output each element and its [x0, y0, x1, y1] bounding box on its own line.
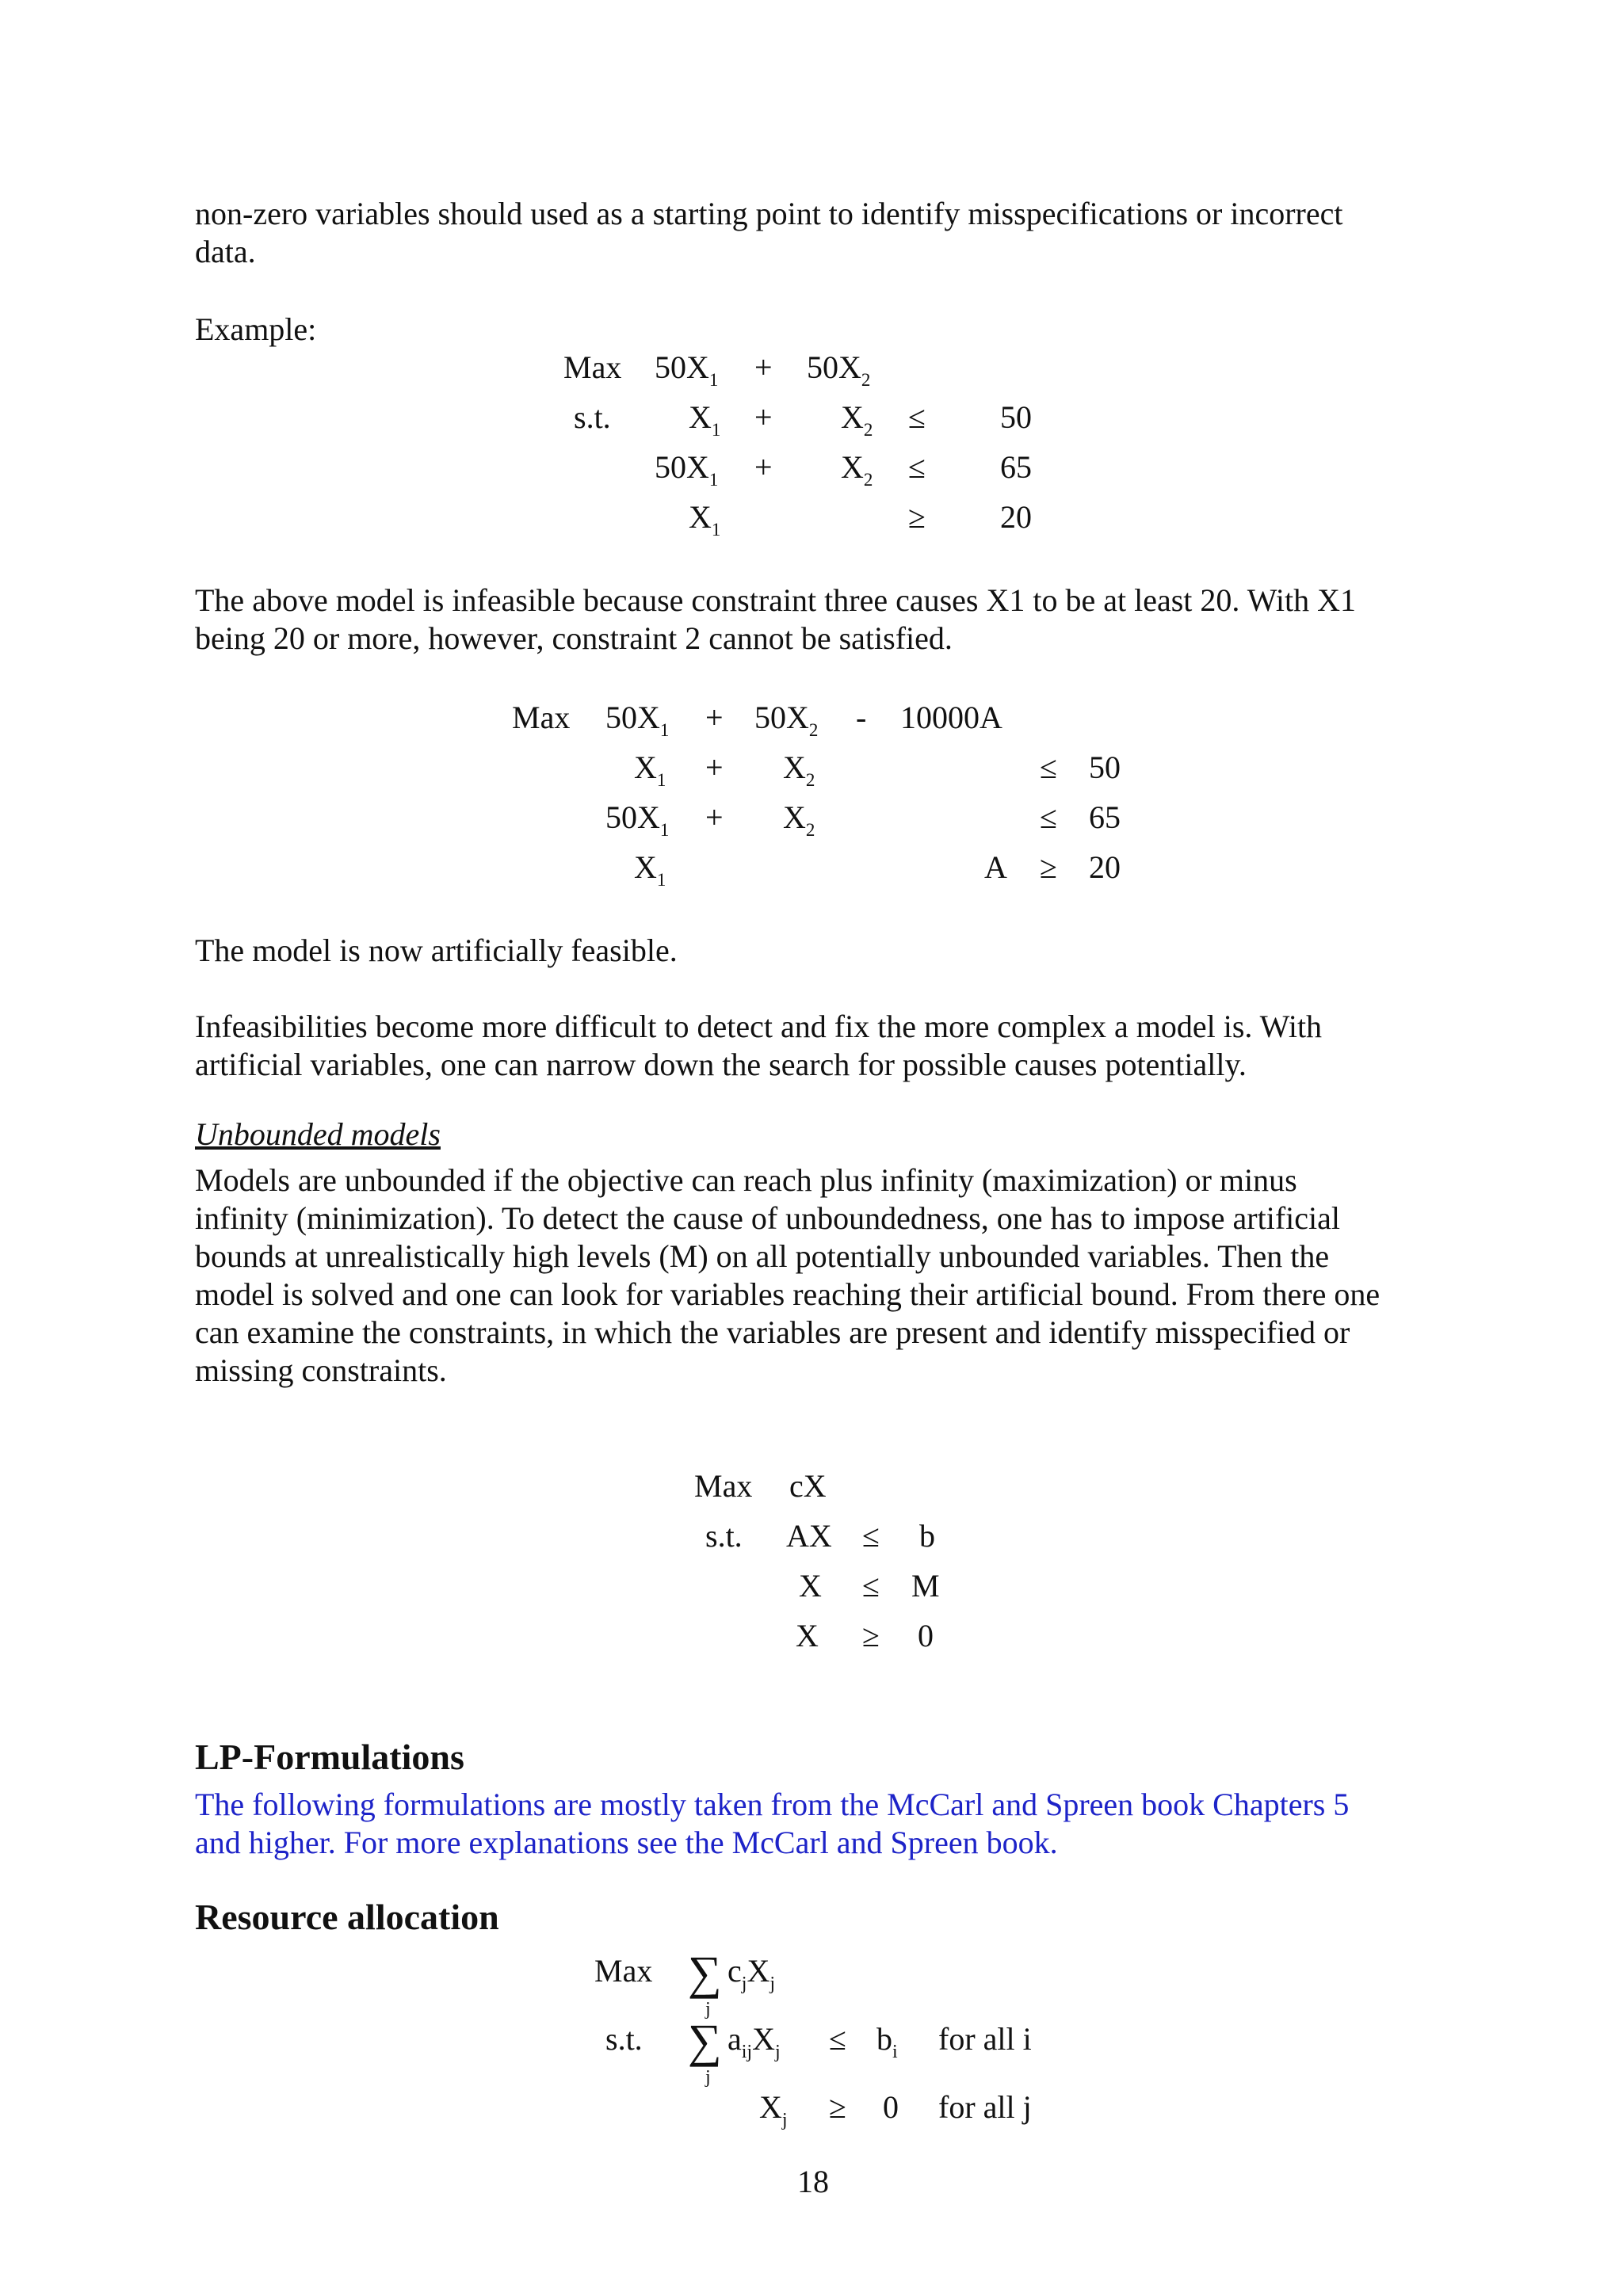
st-label: s.t. [605, 2021, 643, 2057]
relation: ≤ [908, 449, 926, 485]
term: $50X_1$ [655, 449, 719, 490]
text-line: artificial variables, one can narrow down the search for possible causes potentially. [195, 1047, 1247, 1082]
term: $X_2$ [783, 799, 815, 840]
term: $50X_1$ [655, 349, 719, 390]
operator: + [754, 399, 773, 435]
sum-symbol: ∑ [688, 1947, 722, 1999]
rhs: 65 [1000, 449, 1032, 485]
rhs: M [911, 1568, 940, 1604]
term: $X_2$ [841, 399, 873, 440]
operator: + [705, 700, 724, 735]
lp-formulations-heading: LP-Formulations [195, 1737, 464, 1777]
feasible-sentence: The model is now artificially feasible. [195, 933, 678, 968]
text-line: bounds at unrealistically high levels (M) on all potentially unbounded variables. Then the [195, 1238, 1330, 1274]
term: $c_jX_j$ [727, 1953, 775, 1994]
rhs: 20 [1000, 499, 1032, 535]
relation: ≥ [1040, 849, 1057, 885]
relation: ≥ [829, 2089, 846, 2125]
rhs: b [919, 1518, 935, 1554]
relation: ≤ [1040, 749, 1057, 785]
max-label: Max [694, 1468, 753, 1504]
term: cX [789, 1468, 827, 1504]
term: X [796, 1618, 819, 1653]
term: $50X_2$ [754, 700, 819, 740]
quantifier: for all i [938, 2021, 1032, 2057]
operator: + [705, 749, 724, 785]
text-line: being 20 or more, however, constraint 2 cannot be satisfied. [195, 620, 953, 656]
unbounded-paragraph [195, 1161, 1439, 1390]
text-line: can examine the constraints, in which the variables are present and identify misspecified or [195, 1314, 1350, 1350]
relation: ≤ [862, 1518, 880, 1554]
operator: - [856, 700, 867, 735]
text-line: The above model is infeasible because constraint three causes X1 to be at least 20. With X1 [195, 582, 1356, 618]
text-line: Models are unbounded if the objective can reach plus infinity (maximization) or minus [195, 1162, 1297, 1198]
text-line: and higher. For more explanations see the McCarl and Spreen book. [195, 1825, 1058, 1860]
operator: + [754, 349, 773, 385]
term: $a_{ij}X_j$ [727, 2021, 781, 2062]
rhs: 0 [918, 1618, 934, 1653]
rhs: 0 [883, 2089, 899, 2125]
text-line: model is solved and one can look for variables reaching their artificial bound. From there one [195, 1276, 1381, 1312]
text-line: infinity (minimization). To detect the cause of unboundedness, one has to impose artificial [195, 1200, 1340, 1236]
text-line: data. [195, 234, 256, 269]
term: X [799, 1568, 822, 1604]
relation: ≤ [829, 2021, 846, 2057]
term: $X_2$ [841, 449, 873, 490]
quantifier: for all j [938, 2089, 1032, 2125]
max-label: Max [512, 700, 571, 735]
term: $X_1$ [689, 399, 721, 440]
text-line: The following formulations are mostly taken from the McCarl and Spreen book Chapters 5 [195, 1787, 1350, 1822]
term: AX [786, 1518, 832, 1554]
max-label: Max [594, 1953, 653, 1989]
sum-symbol: ∑ [688, 2015, 722, 2067]
term: $X_j$ [759, 2089, 788, 2130]
resource-allocation-heading: Resource allocation [195, 1897, 499, 1937]
max-label: Max [563, 349, 622, 385]
term: $X_2$ [783, 749, 815, 790]
text-line: Infeasibilities become more difficult to detect and fix the more complex a model is. With [195, 1009, 1323, 1044]
relation: ≤ [1040, 799, 1057, 835]
rhs: 50 [1000, 399, 1032, 435]
term: $50X_2$ [807, 349, 871, 390]
operator: + [754, 449, 773, 485]
rhs: 20 [1089, 849, 1121, 885]
sum-index: j [705, 1999, 711, 2019]
relation: ≤ [862, 1568, 880, 1604]
relation: ≥ [908, 499, 926, 535]
term: $X_1$ [634, 849, 666, 890]
intro-paragraph [195, 195, 1439, 271]
term: $50X_1$ [605, 700, 670, 740]
relation: ≥ [862, 1618, 880, 1653]
rhs: 65 [1089, 799, 1121, 835]
term: 10000A [900, 700, 1002, 735]
term: $X_1$ [689, 499, 721, 540]
rhs: $b_i$ [876, 2021, 898, 2062]
infeasibilities-paragraph [195, 1008, 1439, 1084]
text-line: non-zero variables should used as a starting point to identify misspecifications or incorrect [195, 196, 1343, 231]
st-label: s.t. [705, 1518, 743, 1554]
relation: ≤ [908, 399, 926, 435]
term: $50X_1$ [605, 799, 670, 840]
term: $X_1$ [634, 749, 666, 790]
term: A [984, 849, 1007, 885]
rhs: 50 [1089, 749, 1121, 785]
example-label: Example: [195, 311, 317, 347]
st-label: s.t. [574, 399, 611, 435]
lp-note [195, 1786, 1439, 1862]
page-number: 18 [797, 2164, 829, 2199]
operator: + [705, 799, 724, 835]
text-line: missing constraints. [195, 1352, 447, 1388]
sum-index: j [705, 2067, 711, 2088]
infeasible-paragraph [195, 582, 1439, 658]
unbounded-subheading: Unbounded models [195, 1116, 441, 1152]
